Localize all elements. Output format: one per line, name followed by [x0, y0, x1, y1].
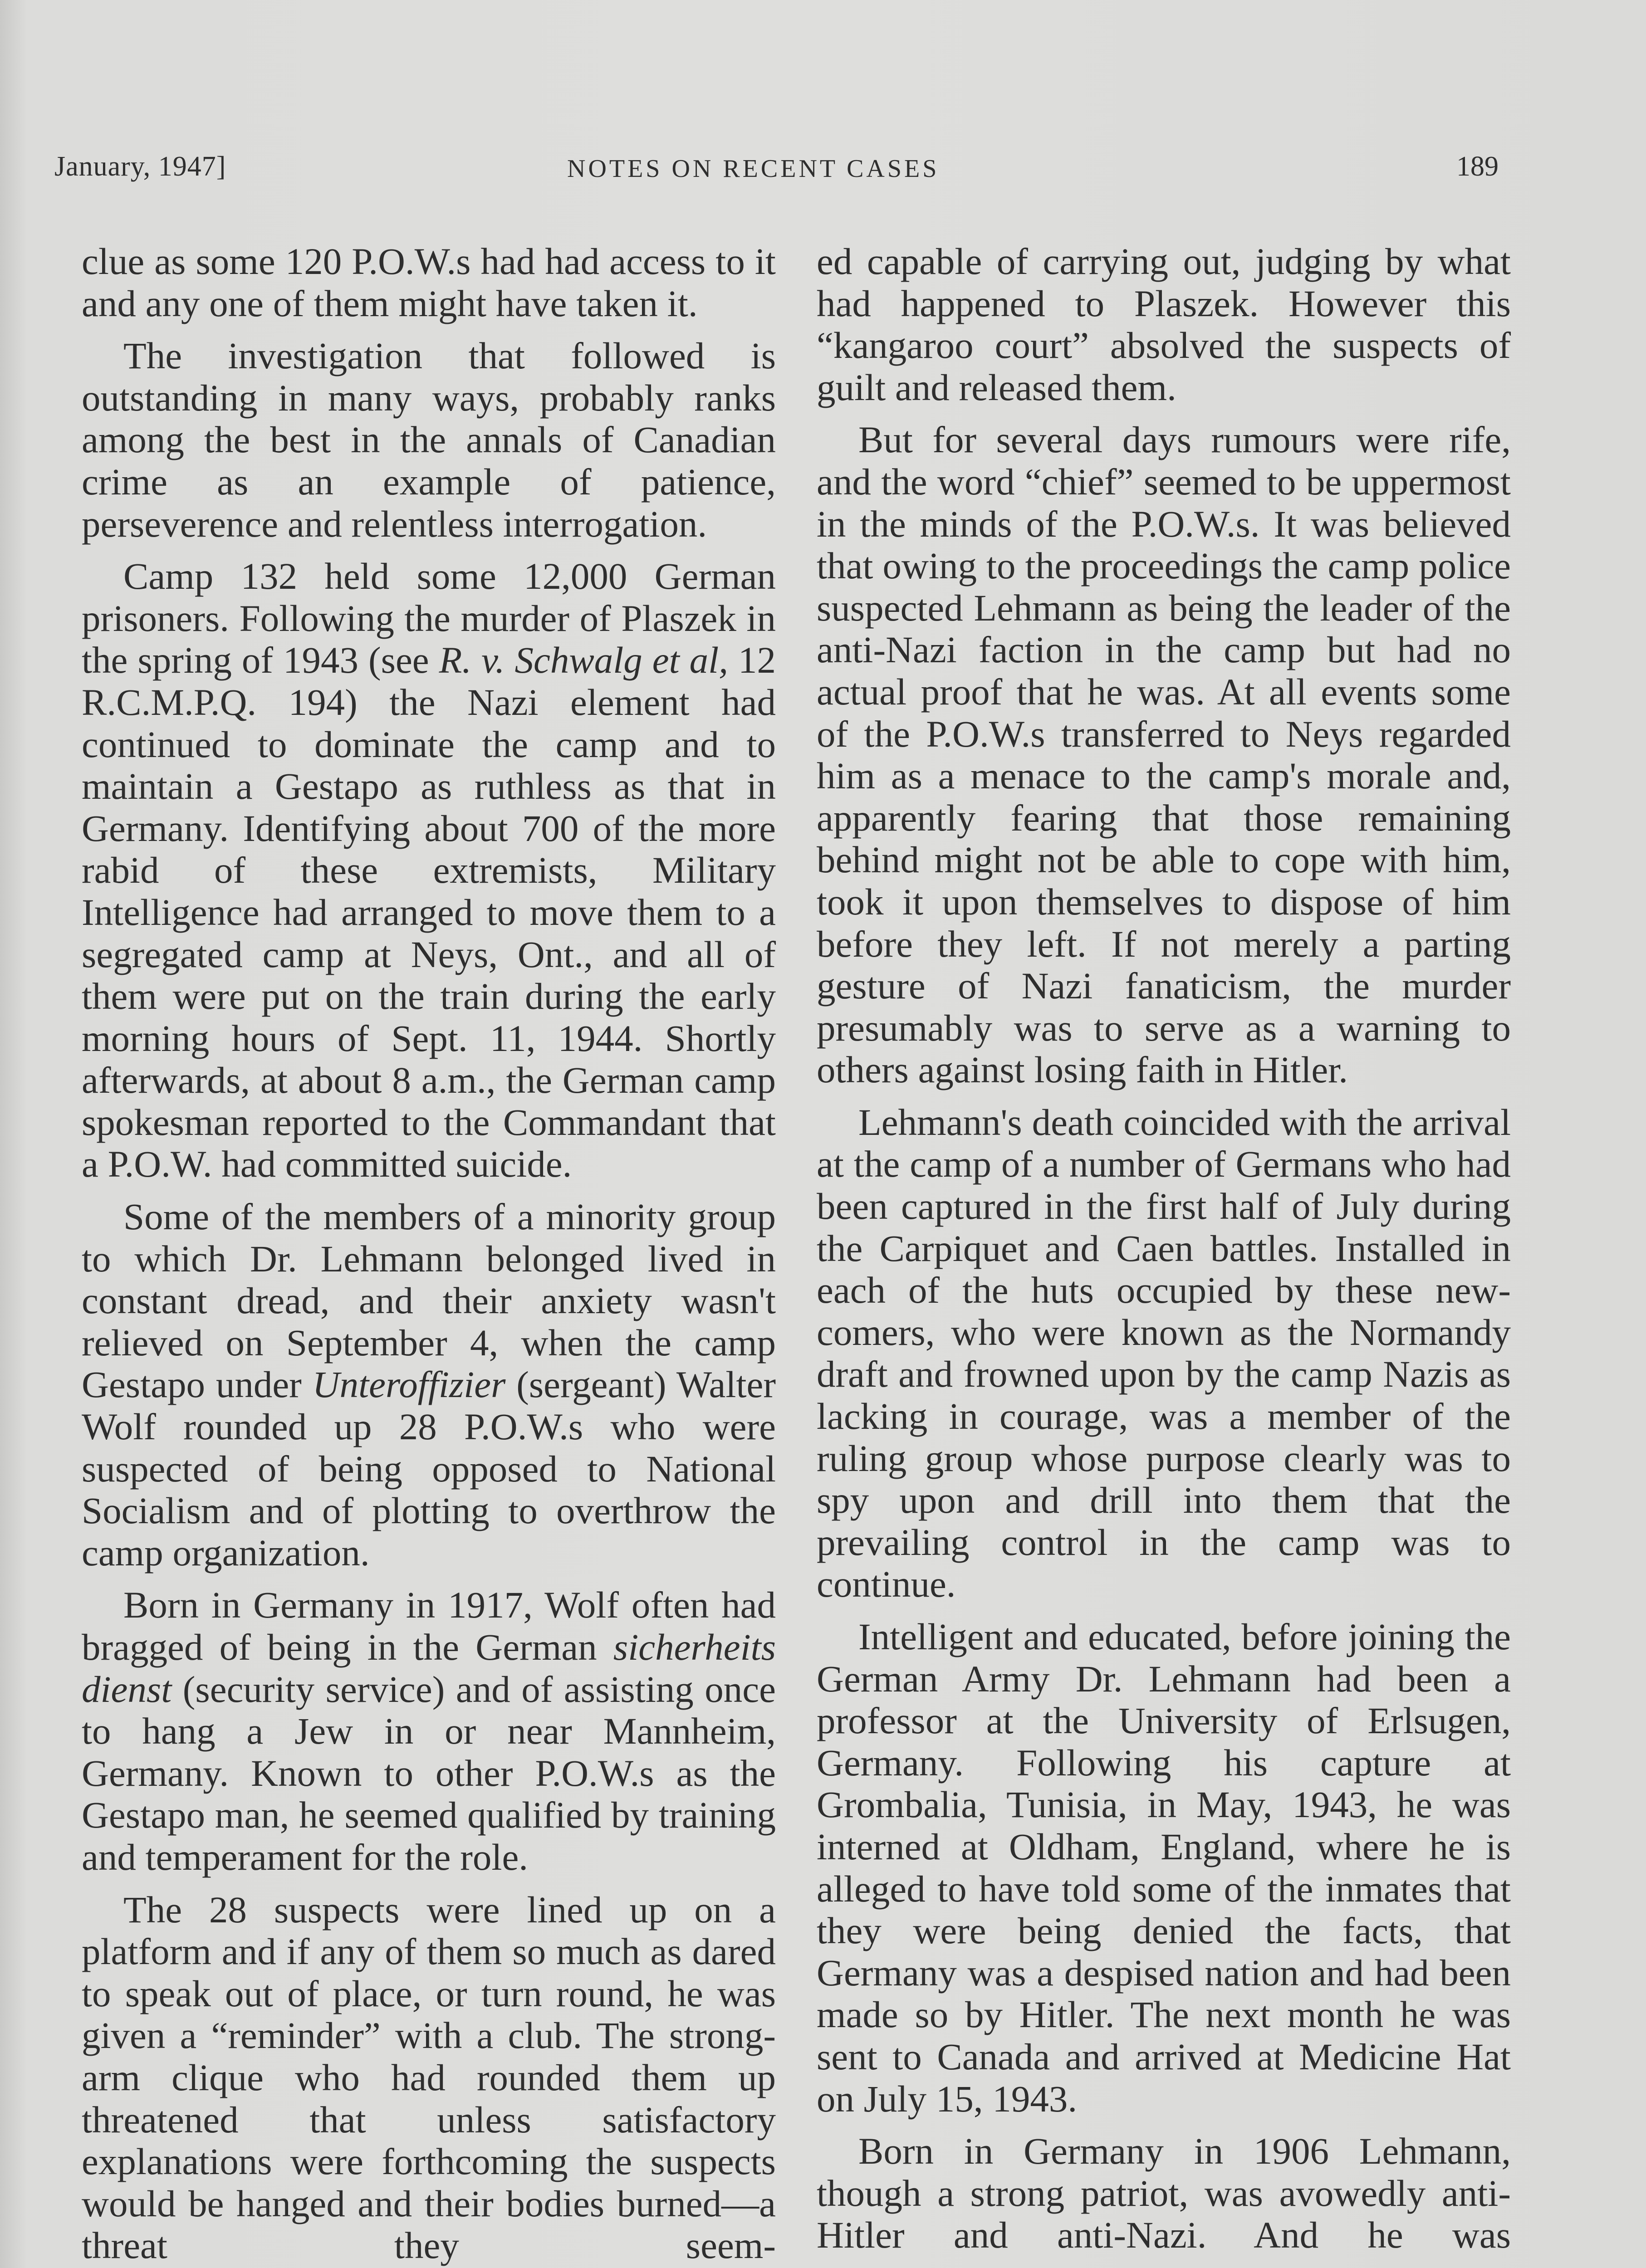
paragraph: Born in Germany in 1906 Lehmann, though a strong patriot, was avowedly anti-Hitler and anti-Nazi. And he was — [817, 2130, 1511, 2256]
paragraph-text: Some of the members of a minority group to which Dr. Lehmann belonged lived in constant dread, and their anxiety wasn't relieved on September 4, when the camp Gestapo under — [82, 1196, 776, 1406]
case-citation-party: R. — [439, 639, 472, 681]
paragraph: clue as some 120 P.O.W.s had had access to it and any one of them might have taken it. — [82, 240, 776, 324]
paragraph — [82, 1196, 776, 1574]
running-header — [54, 146, 1515, 191]
running-title: NOTES ON RECENT CASES — [567, 155, 940, 183]
issue-date: January, 1947] — [54, 151, 226, 182]
paragraph: Lehmann's death coincided with the arrival at the camp of a number of Germans who had been captured in the first half of July during the Carpiquet and Caen battles. Installed in each of the huts occupied by these new-comers, who were known as the Normandy draft and frowned upon by the camp Nazis as lacking in courage, was a member of the ruling group whose purpose clearly was to spy upon and drill into them that the prevailing control in the camp was to continue. — [817, 1101, 1511, 1605]
paragraph — [82, 1584, 776, 1878]
paragraph: But for several days rumours were rife, and the word “chief” seemed to be uppermost in the minds of the P.O.W.s. It was believed that owing to the proceedings the camp police suspected Lehmann as being the leader of the anti-Nazi faction in the camp but had no actual proof that he was. At all events some of the P.O.W.s transferred to Neys regarded him as a menace to the camp's morale and, apparently fearing that those remaining behind might not be able to cope with him, took it upon themselves to dispose of him before they left. If not merely a parting gesture of Nazi fanaticism, the murder presumably was to serve as a warning to others against losing faith in Hitler. — [817, 419, 1511, 1091]
paragraph-text: Born in Germany in 1917, Wolf often had bragged of being in the German — [82, 1584, 776, 1668]
german-term: sicherheits dienst — [82, 1626, 776, 1710]
paragraph: Intelligent and educated, before joining the German Army Dr. Lehmann had been a professor at the University of Erlsugen, Germany. Following his capture at Grombalia, Tunisia, in May, 1943, he was interned at Oldham, England, where he is alleged to have told some of the inmates that they were being denied the facts, that Germany was a despised nation and had been made so by Hitler. The next month he was sent to Canada and arrived at Medicine Hat on July 15, 1943. — [817, 1616, 1511, 2120]
right-column — [817, 240, 1511, 2267]
page-number: 189 — [1456, 151, 1499, 182]
paragraph-text: (security service) and of assisting once to hang a Jew in or near Mannheim, Germany. Known to other P.O.W.s as the Gestapo man, he seemed qualified by training and temperament for the role. — [82, 1668, 776, 1878]
paragraph: The 28 suspects were lined up on a platform and if any of them so much as dared to speak out of place, or turn round, he was given a “reminder” with a club. The strong-arm clique who had rounded them up threatened that unless satisfactory explanations were forthcoming the suspects would be hanged and their bodies burned—a threat they seem- — [82, 1888, 776, 2267]
paragraph-text: Camp 132 held some 12,000 German prisoners. Following the murder of Plaszek in the spring of 1943 (see — [82, 555, 776, 681]
paragraph: ed capable of carrying out, judging by what had happened to Plaszek. However this “kangaroo court” absolved the suspects of guilt and released them. — [817, 240, 1511, 408]
case-citation-versus: v. — [481, 639, 505, 681]
paragraph — [82, 555, 776, 1185]
paragraph: The investigation that followed is outstanding in many ways, probably ranks among the best in the annals of Canadian crime as an example of patience, perseverence and relentless interrogation. — [82, 335, 776, 545]
paragraph-text: 12 R.C.M.P.Q. 194) the Nazi element had continued to dominate the camp and to maintain a Gestapo as ruthless as that in Germany. Identifying about 700 of the more rabid of these extremists, Military Intelligence had arranged to move them to a segregated camp at Neys, Ont., and all of them were put on the train during the early morning hours of Sept. 11, 1944. Shortly afterwards, at about 8 a.m., the German camp spokesman reported to the Commandant that a P.O.W. had committed suicide. — [82, 639, 776, 1185]
rank-term: Unteroffizier — [312, 1364, 506, 1406]
case-citation-name: Schwalg et al, — [514, 639, 728, 681]
paragraph-text: (sergeant) Walter Wolf rounded up 28 P.O.W.s who were suspected of being opposed to National Socialism and of plotting to overthrow the camp organization. — [82, 1364, 776, 1574]
left-column — [82, 240, 776, 2268]
